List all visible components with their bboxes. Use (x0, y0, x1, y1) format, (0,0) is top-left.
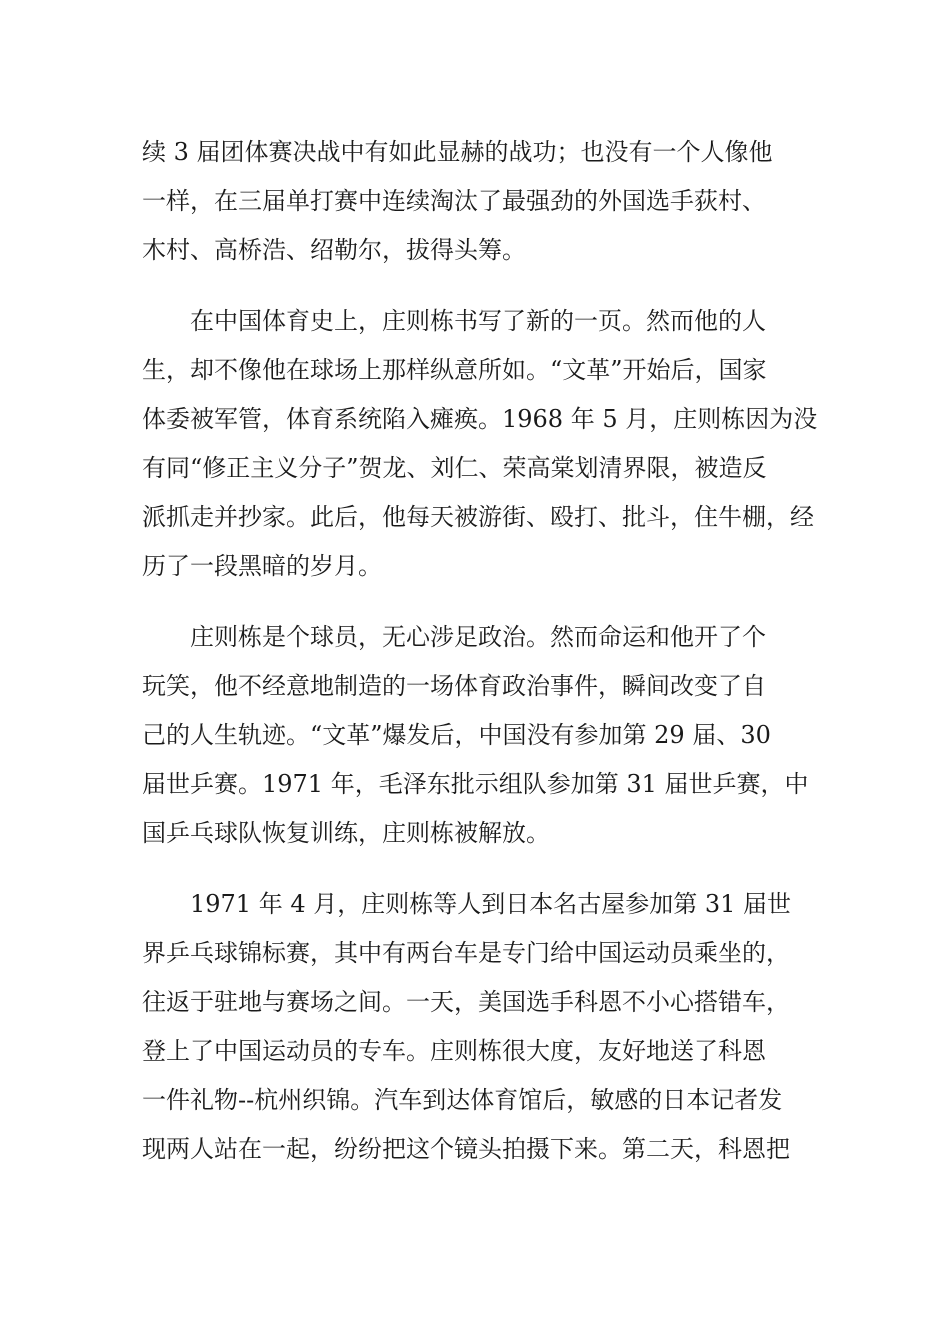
text-line: 一样，在三届单打赛中连续淘汰了最强劲的外国选手荻村、 (142, 187, 766, 215)
text-line: 生，却不像他在球场上那样纵意所如。“文革”开始后，国家 (142, 356, 767, 384)
paragraph-1 (142, 128, 822, 275)
text-line: 国乒乓球队恢复训练，庄则栋被解放。 (142, 819, 550, 847)
text-line: 往返于驻地与赛场之间。一天，美国选手科恩不小心搭错车， (142, 988, 790, 1016)
text-line: 派抓走并抄家。此后，他每天被游街、殴打、批斗，住牛棚，经 (142, 503, 814, 531)
text-line: 玩笑，他不经意地制造的一场体育政治事件，瞬间改变了自 (142, 672, 766, 700)
text-line: 己的人生轨迹。“文革”爆发后，中国没有参加第 29 届、30 (142, 721, 771, 749)
text-line: 木村、高桥浩、绍勒尔，拔得头筹。 (142, 236, 526, 264)
text-line: 届世乒赛。1971 年，毛泽东批示组队参加第 31 届世乒赛，中 (142, 770, 809, 798)
text-line: 界乒乓球锦标赛，其中有两台车是专门给中国运动员乘坐的， (142, 939, 790, 967)
text-line: 1971 年 4 月，庄则栋等人到日本名古屋参加第 31 届世 (142, 890, 792, 918)
text-line: 登上了中国运动员的专车。庄则栋很大度，友好地送了科恩 (142, 1037, 766, 1065)
paragraph-4 (142, 880, 822, 1174)
text-line: 续 3 届团体赛决战中有如此显赫的战功；也没有一个人像他 (142, 138, 773, 166)
paragraph-3 (142, 613, 822, 858)
body-text (142, 128, 822, 1196)
text-line: 历了一段黑暗的岁月。 (142, 552, 382, 580)
text-line: 现两人站在一起，纷纷把这个镜头拍摄下来。第二天，科恩把 (142, 1135, 790, 1163)
text-line: 一件礼物--杭州织锦。汽车到达体育馆后，敏感的日本记者发 (142, 1086, 783, 1114)
text-line: 庄则栋是个球员，无心涉足政治。然而命运和他开了个 (142, 623, 766, 651)
text-line: 体委被军管，体育系统陷入瘫痪。1968 年 5 月，庄则栋因为没 (142, 405, 818, 433)
text-line: 有同“修正主义分子”贺龙、刘仁、荣高棠划清界限，被造反 (142, 454, 767, 482)
paragraph-2 (142, 297, 822, 591)
text-line: 在中国体育史上，庄则栋书写了新的一页。然而他的人 (142, 307, 766, 335)
